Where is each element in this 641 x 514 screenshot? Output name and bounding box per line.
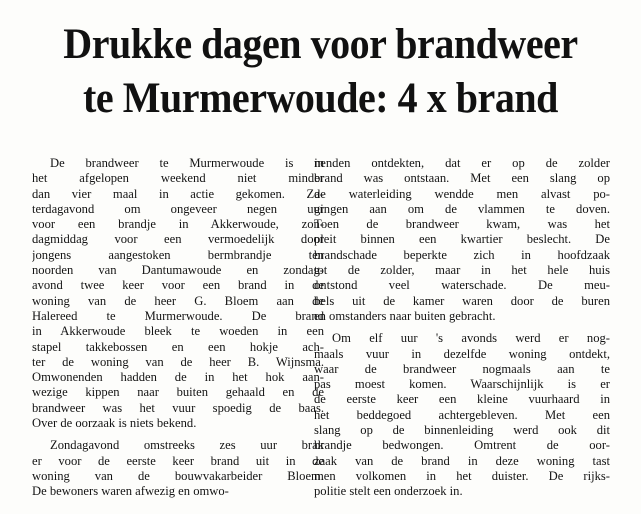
article-line: avond twee keer voor een brand in de	[32, 278, 324, 293]
article-line: waar de brandweer nogmaals aan te	[314, 361, 610, 376]
article-line: tot de zolder, maar in het hele huis	[314, 263, 610, 278]
article-line: ontstond veel waterschade. De meu-	[314, 278, 610, 293]
paragraph-gap	[32, 431, 324, 438]
article-line: in Akkerwoude bleek te woeden in een	[32, 324, 324, 339]
article-line: terdagavond om ongeveer negen uur	[32, 201, 324, 216]
article-line: de waterleiding wendde men alvast po-	[314, 186, 610, 201]
article-line: wezige kippen naar buiten gehaald en de	[32, 385, 324, 400]
article-line: brandje bedwongen. Omtrent de oor-	[314, 438, 610, 453]
article-line: De brandweer te Murmerwoude is in	[50, 156, 324, 170]
article-line: pleit binnen een kwartier beslecht. De	[314, 232, 610, 247]
article-line: Zondagavond omstreeks zes uur brak	[50, 438, 324, 453]
article-line: dagmiddag voor een vermoedelijk door	[32, 232, 324, 247]
headline-line-1: Drukke dagen voor brandweer	[63, 21, 578, 68]
article-line: voor een brandje in Akkerwoude, zon-	[32, 217, 324, 232]
article-line: gingen aan om de vlammen te doven.	[314, 201, 610, 216]
article-line: politie stelt een onderzoek in.	[314, 484, 463, 499]
article-line: woning van de heer G. Bloem aan de	[32, 293, 324, 308]
article-line: het afgelopen weekend niet minder	[32, 171, 324, 186]
article-line: dan vier maal in actie gekomen. Za-	[32, 186, 324, 201]
article-line: Omwonenden hadden de in het hok aan-	[32, 370, 324, 385]
article-line: nenden ontdekten, dat er op de zolder	[314, 156, 610, 170]
article-paragraph	[32, 156, 324, 431]
article-line: Om elf uur 's avonds werd er nog-	[332, 331, 610, 346]
article-line: pas moest komen. Waarschijnlijk is er	[314, 377, 610, 392]
article-line: en omstanders naar buiten gebracht.	[314, 308, 496, 323]
paragraph-gap	[314, 324, 610, 331]
article-line: noorden van Dantumawoude en zondag-	[32, 263, 324, 278]
article-line: brand was ontstaan. Met een slang op	[314, 171, 610, 186]
left-column	[32, 156, 324, 500]
article-line: Halereed te Murmerwoude. De brand	[32, 308, 324, 323]
article-line: ter de woning van de heer B. Wijnsma.	[32, 354, 324, 369]
article-line: woning van de bouwvakarbeider Bloem.	[32, 468, 324, 483]
article-line: bels uit de kamer waren door de buren	[314, 293, 610, 308]
article-line: er voor de eerste keer brand uit in de	[32, 453, 324, 468]
article-paragraph	[32, 438, 324, 499]
article-line: men volkomen in het duister. De rijks-	[314, 468, 610, 483]
article-line: slang op de binnenleiding werd ook dit	[314, 423, 610, 438]
article-line: maals vuur in dezelfde woning ontdekt,	[314, 346, 610, 361]
article-line: Over de oorzaak is niets bekend.	[32, 416, 197, 431]
article-line: het beddegoed achtergebleven. Met een	[314, 407, 610, 422]
article-headline	[39, 18, 602, 126]
article-line: Toen de brandweer kwam, was het	[314, 217, 610, 232]
article-line: stapel takkebossen en een hokje ach-	[32, 339, 324, 354]
article-line: De bewoners waren afwezig en omwo-	[32, 484, 229, 499]
article-line: brandschade beperkte zich in hoofdzaak	[314, 247, 610, 262]
right-column	[314, 156, 610, 500]
article-paragraph	[314, 331, 610, 499]
article-line: brandweer was het vuur spoedig de baas.	[32, 400, 324, 415]
article-line: de eerste keer een kleine vuurhaard in	[314, 392, 610, 407]
article-line: jongens aangestoken bermbrandje ten	[32, 247, 324, 262]
article-line: zaak van de brand in deze woning tast	[314, 453, 610, 468]
article-paragraph	[314, 156, 610, 324]
headline-line-2: te Murmerwoude: 4 x brand	[83, 75, 558, 122]
